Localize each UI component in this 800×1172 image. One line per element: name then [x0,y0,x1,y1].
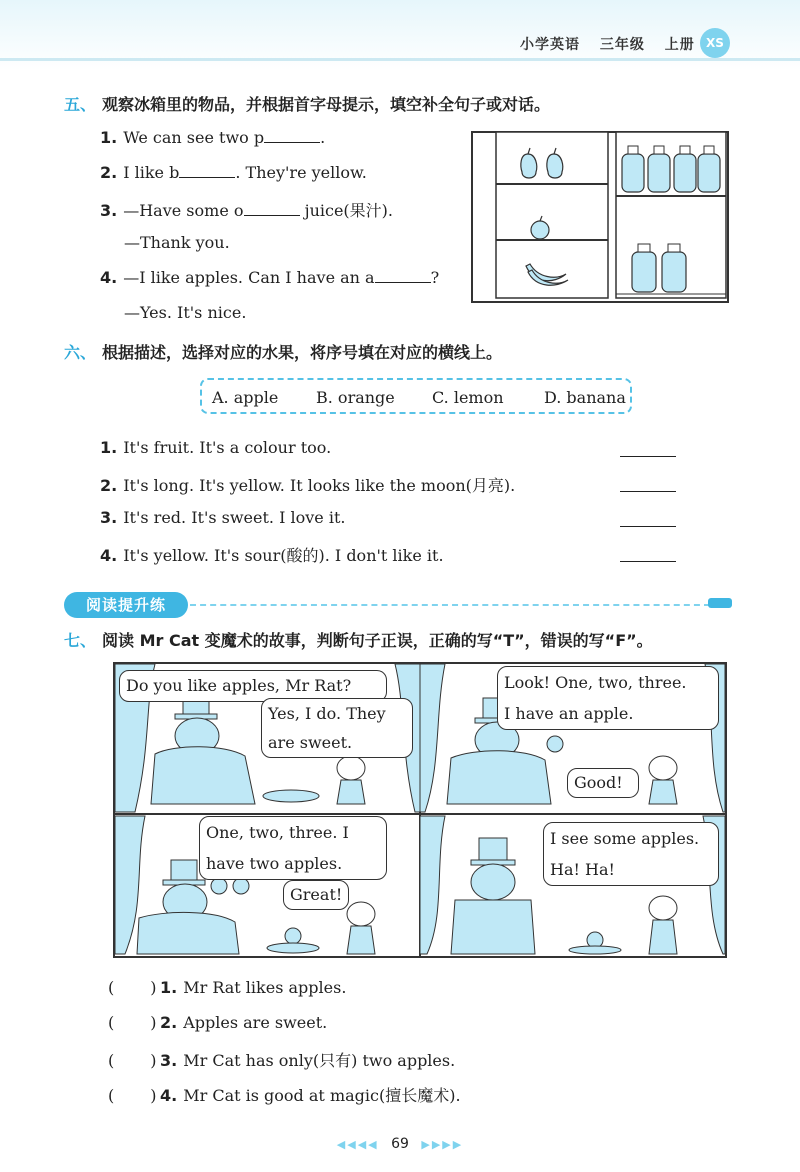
s6-question-2: 2. It's long. It's yellow. It looks like the moon(月亮). [100,476,516,495]
section7-number: 七、 [64,631,97,650]
option-a: A. apple [212,388,279,407]
apple-icon [547,736,563,752]
speech-bubble-p2-rat: Good! [567,768,639,798]
tf-answer-3[interactable]: ( ) [108,1051,157,1070]
apple-icon [211,878,227,894]
page-number: 69 [391,1136,409,1152]
speech-bubble-p3-rat: Great! [283,880,349,910]
speech-bubble-p1-rat: Yes, I do. They are sweet. [261,698,413,758]
table [569,946,621,954]
tf-answer-1[interactable]: ( ) [108,978,157,997]
s6-question-1: 1. It's fruit. It's a colour too. [100,438,332,457]
tf-statement-1: ( ) 1. Mr Rat likes apples. [108,978,347,997]
option-d: D. banana [544,388,626,407]
table [263,790,319,802]
page-footer [0,1136,800,1152]
mr-rat-figure [337,756,365,804]
table [267,943,319,953]
section6-number: 六、 [64,343,97,362]
mr-rat-figure [649,896,677,954]
tf-statement-3: ( ) 3. Mr Cat has only(只有) two apples. [108,1051,456,1070]
s5-q1-blank[interactable] [264,128,320,143]
header-subject: 小学英语 [520,37,580,53]
s6-question-3: 3. It's red. It's sweet. I love it. [100,508,346,527]
s6-answer-line-4[interactable] [620,561,676,562]
s5-q4-blank[interactable] [375,268,431,283]
s5-q2-blank[interactable] [179,163,235,178]
tf-answer-4[interactable]: ( ) [108,1086,157,1105]
comic-strip [113,662,727,958]
option-c: C. lemon [432,388,504,407]
option-b: B. orange [316,388,395,407]
arrow-left-icon: ◀◀◀◀ [336,1138,379,1151]
s5-q3-blank[interactable] [244,201,300,216]
section7-instructions: 阅读 Mr Cat 变魔术的故事，判断句子正误，正确的写“T”，错误的写“F”。 [102,631,653,650]
tf-statement-2: ( ) 2. Apples are sweet. [108,1013,328,1032]
s5-question-3: 3. —Have some o juice(果汁). [100,201,393,220]
s5-question-4: 4. —I like apples. Can I have an a ? [100,268,440,287]
reading-practice-banner: 阅读提升练 [64,592,188,618]
s6-answer-line-1[interactable] [620,456,676,457]
section5-number: 五、 [64,95,97,114]
header-volume: 上册 [664,37,695,53]
section7-title [64,628,653,651]
s5-question-4-reply: —Yes. It's nice. [124,303,247,322]
tf-statement-4: ( ) 4. Mr Cat is good at magic(擅长魔术). [108,1086,461,1105]
apple-icon [285,928,301,944]
book-header [520,34,709,54]
header-divider [0,58,800,61]
s6-answer-line-2[interactable] [620,491,676,492]
s5-question-3-reply: —Thank you. [124,233,230,252]
fridge-illustration [470,128,730,306]
pen-icon [708,598,732,608]
banner-dashed-line [190,604,710,606]
curtain [420,816,445,954]
section5-title [64,92,550,115]
options-box [200,378,632,414]
section6-title [64,340,502,363]
apple-icon [233,878,249,894]
s5-question-2: 2. I like b . They're yellow. [100,163,367,182]
section5-instructions: 观察冰箱里的物品，并根据首字母提示，填空补全句子或对话。 [102,95,551,114]
curtain [420,664,445,812]
s6-answer-line-3[interactable] [620,526,676,527]
mr-cat-figure [451,838,535,954]
speech-bubble-p4-cat: I see some apples. Ha! Ha! [543,822,719,886]
arrow-right-icon: ▶▶▶▶ [421,1138,464,1151]
mr-rat-figure [347,902,375,954]
speech-bubble-p1-cat: Do you like apples, Mr Rat? [119,670,387,702]
speech-bubble-p3-cat: One, two, three. I have two apples. [199,816,387,880]
section6-instructions: 根据描述，选择对应的水果，将序号填在对应的横线上。 [102,343,503,362]
s5-question-1: 1. We can see two p . [100,128,326,147]
xs-badge: XS [700,28,730,58]
speech-bubble-p2-cat: Look! One, two, three. I have an apple. [497,666,719,730]
mr-cat-figure [151,694,255,804]
header-grade: 三年级 [599,37,645,53]
tf-answer-2[interactable]: ( ) [108,1013,157,1032]
s6-question-4: 4. It's yellow. It's sour(酸的). I don't like it. [100,546,444,565]
mr-rat-figure [649,756,677,804]
